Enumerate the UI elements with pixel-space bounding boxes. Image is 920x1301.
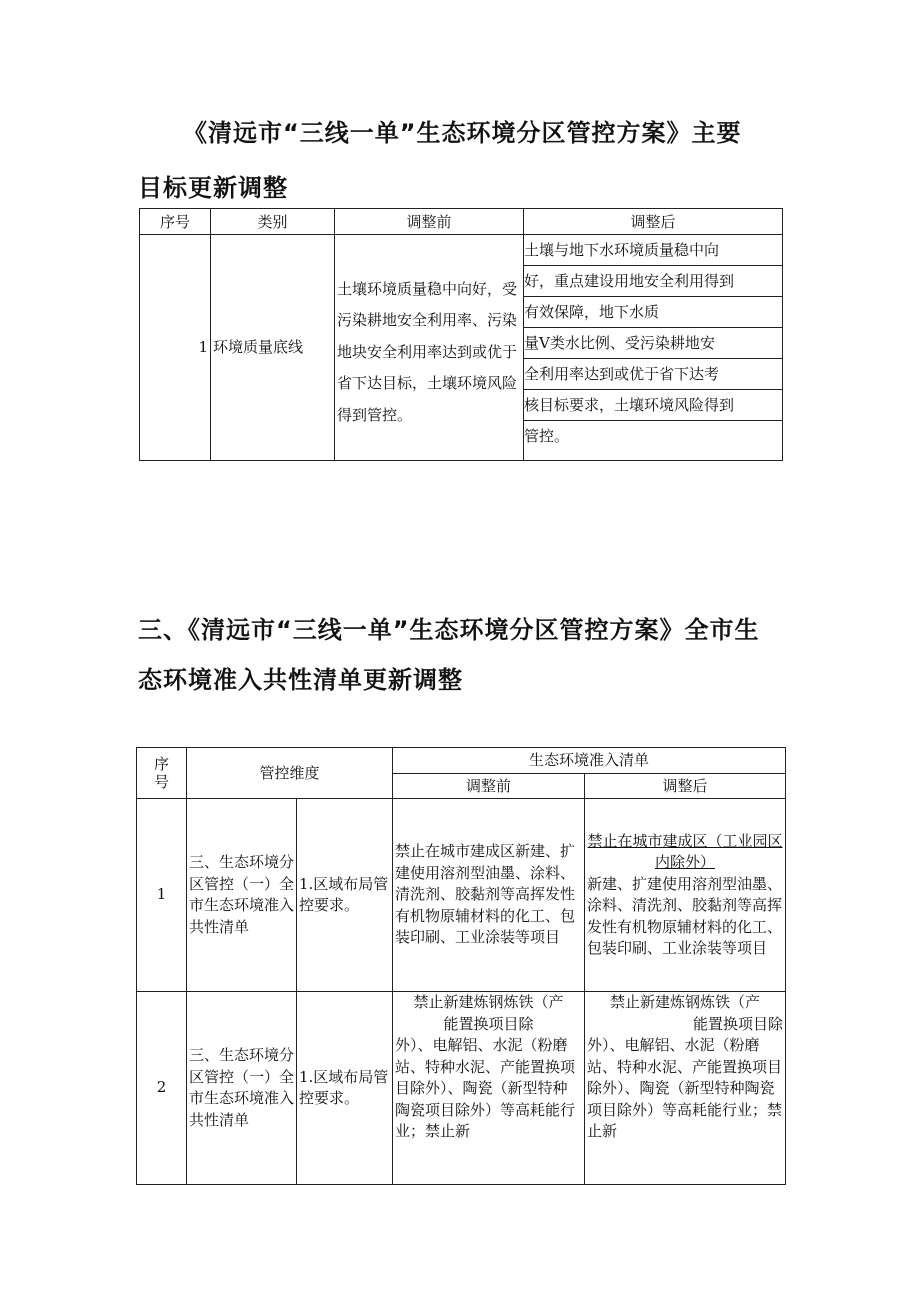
targets-table bbox=[139, 208, 783, 461]
header-before: 调整前 bbox=[393, 774, 585, 799]
header-index: 序号 bbox=[140, 209, 211, 235]
after-highlight: 禁止在城市建成区（工业园区内除外） bbox=[587, 831, 783, 871]
row-sub-dimension: 1.区域布局管控要求。 bbox=[297, 799, 393, 992]
before-head: 禁止新建炼钢炼铁（产 能置换项目除 bbox=[413, 993, 564, 1033]
section-title-line-2: 目标更新调整 bbox=[138, 174, 288, 202]
after-text: 新建、扩建使用溶剂型油墨、涂料、清洗剂、胶黏剂等高挥发性有机物原辅材料的化工、包装印刷、工业涂装等项目 bbox=[587, 874, 783, 957]
after-line: 量V类水比例、受污染耕地安 bbox=[524, 328, 782, 359]
header-category: 类别 bbox=[211, 209, 335, 235]
access-list-table bbox=[136, 747, 786, 1185]
before-text: 外）、电解铝、水泥（粉磨站、特种水泥、产能置换项目除外）、陶瓷（新型特种陶瓷项目除外）等高耗能行业；禁止新 bbox=[395, 1036, 576, 1140]
row-index: 1 bbox=[137, 799, 187, 992]
row-index: 2 bbox=[137, 992, 187, 1185]
after-line: 好，重点建设用地安全利用得到 bbox=[524, 266, 782, 297]
table-row bbox=[137, 992, 786, 1185]
table-header-row bbox=[137, 748, 786, 774]
header-after: 调整后 bbox=[524, 209, 783, 235]
after-line: 核目标要求，土壤环境风险得到 bbox=[524, 390, 782, 421]
after-head: 禁止新建炼钢炼铁（产 bbox=[610, 993, 761, 1011]
header-dimension: 管控维度 bbox=[187, 748, 393, 799]
row-after bbox=[585, 799, 786, 992]
row-index: 1 bbox=[140, 235, 211, 461]
row-dimension: 三、生态环境分区管控（一）全市生态环境准入共性清单 bbox=[187, 992, 297, 1185]
header-before: 调整前 bbox=[335, 209, 524, 235]
row-before: 禁止在城市建成区新建、扩建使用溶剂型油墨、涂料、清洗剂、胶黏剂等高挥发性有机物原辅材料的化工、包装印刷、工业涂装等项目 bbox=[393, 799, 585, 992]
table-header-row bbox=[140, 209, 783, 235]
after-line: 管控。 bbox=[524, 427, 570, 445]
section-three-title-line-1: 三、《清远市“三线一单”生态环境分区管控方案》全市生 bbox=[138, 616, 760, 644]
after-text: 外）、电解铝、水泥（粉磨站、特种水泥、产能置换项目除外）、陶瓷（新型特种陶瓷项目除外）等高耗能行业；禁止新 bbox=[587, 1036, 783, 1140]
row-before bbox=[393, 992, 585, 1185]
header-index: 序号 bbox=[137, 748, 187, 799]
row-after bbox=[524, 235, 783, 461]
row-sub-dimension: 1.区域布局管控要求。 bbox=[297, 992, 393, 1185]
header-after: 调整后 bbox=[585, 774, 786, 799]
after-line: 全利用率达到或优于省下达考 bbox=[524, 359, 782, 390]
row-after bbox=[585, 992, 786, 1185]
header-access-list: 生态环境准入清单 bbox=[393, 748, 786, 774]
row-dimension: 三、生态环境分区管控（一）全市生态环境准入共性清单 bbox=[187, 799, 297, 992]
after-line: 土壤与地下水环境质量稳中向 bbox=[524, 235, 782, 266]
section-title-line-1: 《清远市“三线一单”生态环境分区管控方案》主要 bbox=[183, 119, 742, 147]
after-mid: 能置换项目除 bbox=[693, 1014, 784, 1033]
table-row bbox=[137, 799, 786, 992]
section-three-title-line-2: 态环境准入共性清单更新调整 bbox=[138, 666, 463, 694]
after-line: 有效保障，地下水质 bbox=[524, 297, 782, 328]
row-before: 土壤环境质量稳中向好，受污染耕地安全利用率、污染地块安全利用率达到或优于省下达目标，土壤环境风险得到管控。 bbox=[335, 235, 524, 461]
table-row bbox=[140, 235, 783, 461]
row-category: 环境质量底线 bbox=[211, 235, 335, 461]
